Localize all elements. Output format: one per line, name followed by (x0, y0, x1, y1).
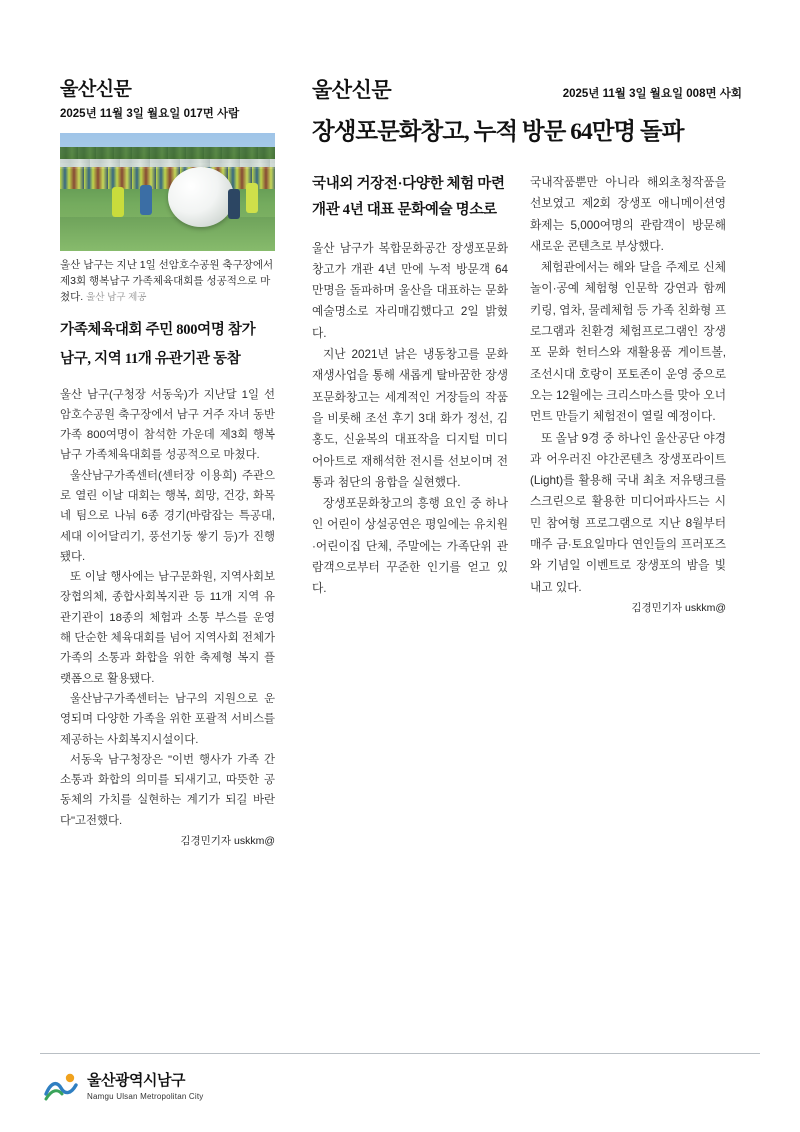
photo-player (140, 185, 152, 215)
photo-credit: 울산 남구 제공 (86, 292, 147, 304)
right-paragraph: 울산 남구가 복합문화공간 장생포문화창고가 개관 4년 만에 누적 방문객 64만명을 돌파하며 울산을 대표하는 문화예술명소로 자리매김했다고 2일 밝혔다. (312, 241, 508, 340)
photo-grass (60, 217, 275, 251)
right-body-column-1 (312, 238, 508, 600)
right-body-column-2 (530, 172, 726, 598)
right-article (312, 74, 742, 615)
left-paragraph: 울산 남구(구청장 서동욱)가 지난달 1일 선암호수공원 축구장에서 남구 거주 자녀 동반 가족 800여명이 참석한 가운데 제3회 행복남구 가족체육대회를 성공적으로 마쳤다. (60, 388, 275, 462)
photo-crowd (60, 167, 275, 189)
left-masthead: 울산신문 (60, 79, 132, 100)
left-article (60, 74, 275, 848)
footer-org (87, 1073, 204, 1101)
photo-caption (60, 257, 275, 306)
footer-divider (40, 1053, 760, 1054)
left-dateline: 2025년 11월 3일 월요일 017면 사람 (60, 108, 240, 120)
left-paragraph: 서동욱 남구청장은 "이번 행사가 가족 간 소통과 화합의 의미를 되새기고, 따뜻한 공동체의 가치를 실현하는 계기가 되길 바란다"고전했다. (60, 753, 275, 827)
photo-player (228, 189, 240, 219)
right-dateline: 2025년 11월 3일 월요일 008면 사회 (562, 88, 742, 100)
right-kicker (312, 172, 508, 224)
right-article-header (312, 74, 742, 104)
photo-player (246, 183, 258, 213)
right-column-1 (312, 172, 508, 615)
photo-zorb-ball (168, 167, 234, 227)
left-byline: 김경민기자 uskkm@ (180, 835, 275, 848)
right-kicker-line-2: 개관 4년 대표 문화예술 명소로 (312, 201, 497, 218)
article-photo (60, 133, 275, 251)
left-paragraph: 울산남구가족센터는 남구의 지원으로 운영되며 다양한 가족을 위한 포괄적 서비스를 제공하는 사회복지시설이다. (60, 692, 275, 746)
left-subhead-line-2: 남구, 지역 11개 유관기관 동참 (60, 351, 241, 368)
right-byline: 김경민기자 uskkm@ (631, 601, 726, 614)
right-paragraph: 체험관에서는 해와 달을 주제로 신체놀이·공예 체험형 인문학 강연과 함께 키링, 엽차, 물레체험 등 가족 친화형 프로그램과 친환경 체험프로그램인 장생포 문화 헌터스와 재활용품 게이트볼, 조선시대 호랑이 포토존이 운영 중으로 오는 12월에는 크리스마스를 맞아 오너먼트 만들기 체험전이 열릴 예정이다. (530, 261, 726, 424)
right-headline: 장생포문화창고, 누적 방문 64만명 돌파 (312, 119, 684, 145)
right-columns (312, 172, 742, 615)
right-kicker-line-1: 국내외 거장전·다양한 체험 마련 (312, 176, 505, 192)
left-paragraph: 또 이날 행사에는 남구문화원, 지역사회보장협의체, 종합사회복지관 등 11개 지역 유관기관이 18종의 체험과 소통 부스를 운영해 단순한 체육대회를 넘어 지역사회 전체가 가족의 소통과 화합을 위한 축제형 복지 플랫폼으로 활용됐다. (60, 571, 275, 685)
photo-caption-text: 울산 남구는 지난 1일 선암호수공원 축구장에서 제3회 행복남구 가족체육대회를 성공적으로 마쳤다. (60, 258, 274, 304)
right-paragraph: 장생포문화창고의 흥행 요인 중 하나인 어린이 상설공연은 평일에는 유치원·어린이집 단체, 주말에는 가족단위 관람객으로부터 꾸준한 인기를 얻고 있다. (312, 497, 508, 596)
namgu-logo-icon (44, 1072, 78, 1102)
left-body (60, 385, 275, 832)
right-paragraph: 지난 2021년 낡은 냉동창고를 문화재생사업을 통해 새롭게 탈바꿈한 장생포문화창고는 세계적인 거장들의 작품을 비롯해 조선 후기 3대 화가 정선, 김홍도, 신윤복의 대표작을 디지털 미디어아트로 재해석한 전시를 선보이며 전통과 첨단의 융합을 실현했다. (312, 348, 508, 489)
left-subhead-line-1: 가족체육대회 주민 800여명 참가 (60, 321, 256, 338)
footer (44, 1072, 204, 1102)
footer-org-en: Namgu Ulsan Metropolitan City (87, 1091, 204, 1101)
footer-org-kr: 울산광역시남구 (87, 1073, 185, 1090)
left-paragraph: 울산남구가족센터(센터장 이용희) 주관으로 열린 이날 대회는 행복, 희망, 건강, 화목 네 팀으로 나눠 6종 경기(바람잡는 특공대, 세대 이어달리기, 풍선기둥 쌓기 등)가 진행됐다. (60, 469, 275, 563)
right-column-2 (530, 172, 726, 615)
photo-player (112, 187, 124, 217)
right-masthead: 울산신문 (312, 78, 392, 102)
right-paragraph: 국내작품뿐만 아니라 해외초청작품을 선보였고 제2회 장생포 애니메이션영화제는 5,000여명의 관람객이 방문해 새로운 콘텐츠로 부상했다. (530, 176, 726, 253)
right-paragraph: 또 올남 9경 중 하나인 울산공단 야경과 어우러진 야간콘텐츠 장생포라이트(Light)를 활용해 국내 최초 저유탱크를 스크린으로 활용한 미디어파사드는 시민 참여형 프로그램으로 지난 8월부터 매주 금·토요일마다 연인들의 프러포즈와 기념일 이벤트로 장생포의 밤을 빛내고 있다. (530, 431, 726, 594)
